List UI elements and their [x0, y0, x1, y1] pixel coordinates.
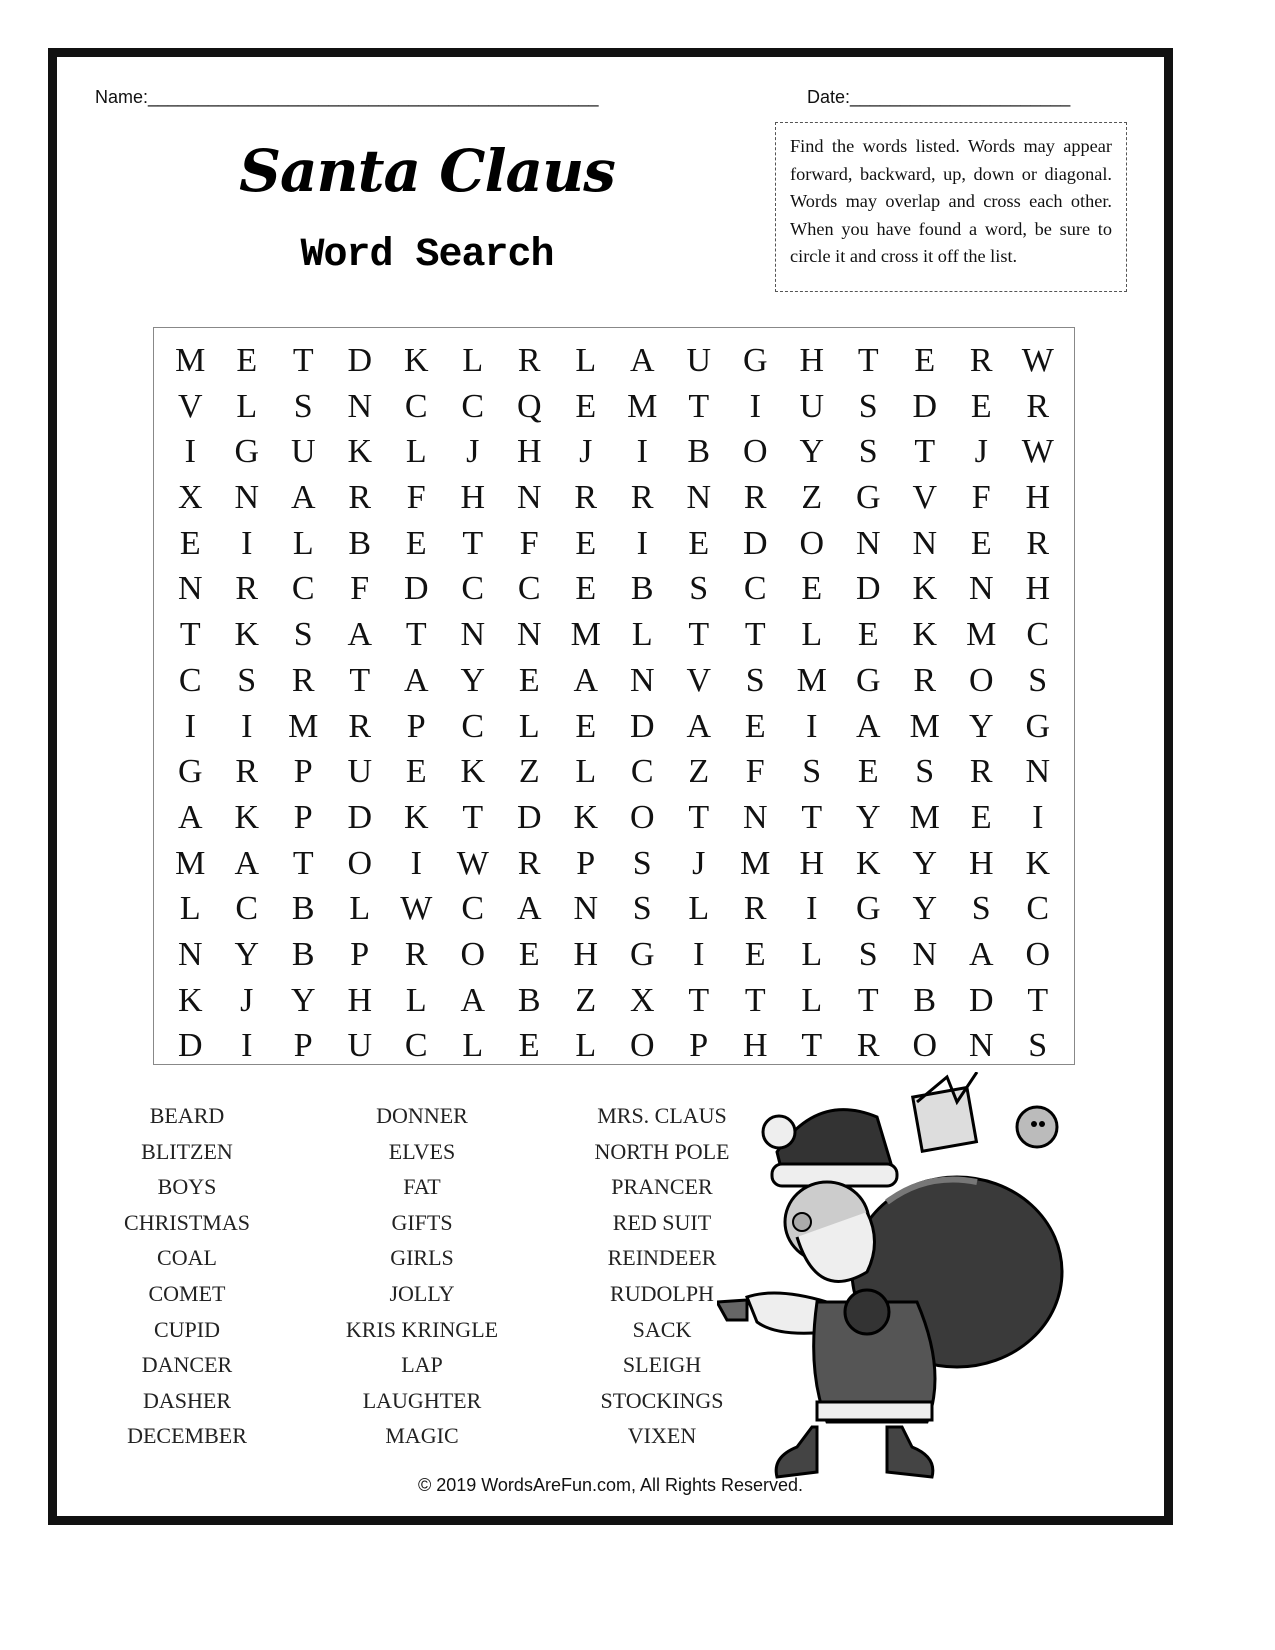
grid-cell[interactable]: R	[348, 479, 372, 517]
grid-cell[interactable]: E	[575, 570, 597, 608]
grid-cell[interactable]: K	[1025, 844, 1051, 882]
grid-cell[interactable]: I	[693, 935, 705, 973]
grid-cell[interactable]: P	[576, 844, 596, 882]
grid-cell[interactable]: E	[914, 342, 936, 379]
instructions-box: Find the words listed. Words may appear forward, backward, up, down or diagonal. Words may overlap and cross each other. When you have found a word, be sure to circle it and cross it off the list.	[775, 122, 1127, 292]
grid-cell[interactable]: M	[175, 844, 206, 882]
grid-cell[interactable]: O	[460, 935, 486, 973]
page-subtitle: Word Search	[300, 233, 554, 278]
grid-cell[interactable]: X	[177, 479, 203, 517]
grid-cell[interactable]: E	[575, 707, 597, 745]
grid-cell[interactable]: A	[516, 890, 542, 928]
grid-cell[interactable]: G	[629, 935, 655, 973]
grid-cell[interactable]: D	[403, 570, 429, 608]
grid-cell[interactable]: N	[516, 616, 542, 654]
grid-cell[interactable]: A	[347, 616, 373, 654]
grid-cell[interactable]: M	[740, 844, 771, 882]
word-list-item: LAUGHTER	[362, 1387, 482, 1413]
grid-cell[interactable]: M	[966, 616, 997, 654]
grid-cell[interactable]: Z	[518, 753, 540, 791]
grid-cell[interactable]: E	[744, 707, 766, 745]
grid-cell[interactable]: K	[403, 342, 429, 379]
grid-cell[interactable]: C	[1026, 616, 1050, 654]
grid-cell[interactable]: S	[858, 935, 878, 973]
grid-cell[interactable]: I	[241, 707, 253, 745]
grid-cell[interactable]: A	[629, 342, 655, 379]
grid-cell[interactable]: X	[629, 981, 655, 1019]
grid-cell[interactable]: E	[857, 753, 879, 791]
grid-cell[interactable]: A	[290, 479, 316, 517]
grid-cell[interactable]: B	[291, 890, 315, 928]
grid-cell[interactable]: L	[575, 342, 597, 379]
grid-cell[interactable]: R	[743, 479, 767, 517]
grid-cell[interactable]: H	[799, 342, 825, 379]
grid-cell[interactable]: L	[631, 616, 653, 654]
grid-cell[interactable]: N	[742, 798, 768, 836]
grid-cell[interactable]: A	[460, 981, 486, 1019]
grid-cell[interactable]: A	[177, 798, 203, 836]
word-list-column-1	[87, 1102, 287, 1458]
grid-cell[interactable]: D	[742, 524, 768, 562]
grid-cell[interactable]: I	[184, 707, 196, 745]
grid-cell[interactable]: K	[460, 753, 486, 791]
grid-cell[interactable]: N	[573, 890, 599, 928]
grid-cell[interactable]: T	[688, 798, 710, 836]
grid-cell[interactable]: S	[858, 387, 878, 425]
grid-cell[interactable]: F	[971, 479, 991, 517]
grid-cell[interactable]: E	[970, 798, 992, 836]
grid-cell[interactable]: U	[686, 342, 712, 379]
grid-cell[interactable]: D	[968, 981, 994, 1019]
word-list-item: RED SUIT	[612, 1209, 712, 1235]
word-list-item: BLITZEN	[141, 1138, 233, 1164]
grid-cell[interactable]: C	[235, 890, 259, 928]
word-list-item: RUDOLPH	[610, 1280, 714, 1306]
grid-cell[interactable]: L	[801, 935, 823, 973]
grid-cell[interactable]: T	[688, 387, 710, 425]
grid-cell[interactable]: S	[237, 661, 257, 699]
grid-cell[interactable]: I	[241, 1027, 253, 1065]
grid-cell[interactable]: O	[968, 661, 994, 699]
grid-cell[interactable]: S	[1028, 661, 1048, 699]
grid-cell[interactable]: J	[579, 433, 593, 471]
word-list-item: KRIS KRINGLE	[345, 1316, 499, 1342]
grid-cell[interactable]: J	[240, 981, 254, 1019]
grid-cell[interactable]: S	[1028, 1027, 1048, 1065]
grid-cell[interactable]: L	[179, 890, 201, 928]
grid-cell[interactable]: T	[405, 616, 427, 654]
grid-cell[interactable]: R	[517, 342, 541, 379]
grid-cell[interactable]: M	[627, 387, 658, 425]
grid-cell[interactable]: H	[968, 844, 994, 882]
grid-cell[interactable]: F	[745, 753, 765, 791]
grid-cell[interactable]: K	[912, 616, 938, 654]
grid-cell[interactable]: L	[801, 616, 823, 654]
grid-cell[interactable]: T	[462, 524, 484, 562]
grid-cell[interactable]: L	[462, 342, 484, 379]
grid-cell[interactable]: A	[968, 935, 994, 973]
word-search-grid	[153, 327, 1075, 1065]
grid-cell[interactable]: I	[806, 707, 818, 745]
grid-cell[interactable]: N	[1025, 753, 1051, 791]
word-list-item: REINDEER	[607, 1245, 717, 1271]
grid-cell[interactable]: Y	[912, 890, 938, 928]
grid-cell[interactable]: B	[687, 433, 711, 471]
grid-cell[interactable]: Z	[575, 981, 597, 1019]
grid-cell[interactable]: D	[912, 387, 938, 425]
grid-cell[interactable]: I	[749, 387, 761, 425]
grid-cell[interactable]: T	[857, 981, 879, 1019]
grid-cell[interactable]: R	[630, 479, 654, 517]
grid-cell[interactable]: Y	[799, 433, 825, 471]
grid-cell[interactable]: C	[461, 707, 485, 745]
grid-cell[interactable]: D	[347, 342, 373, 379]
grid-cell[interactable]: S	[858, 433, 878, 471]
grid-cell[interactable]: C	[630, 753, 654, 791]
grid-cell[interactable]: R	[856, 1027, 880, 1065]
grid-cell[interactable]: H	[799, 844, 825, 882]
grid-cell[interactable]: E	[405, 524, 427, 562]
date-field-label: Date:______________________	[807, 87, 1071, 107]
word-list-item: MRS. CLAUS	[597, 1103, 727, 1128]
grid-cell[interactable]: E	[857, 616, 879, 654]
grid-cell[interactable]: R	[743, 890, 767, 928]
grid-cell[interactable]: A	[234, 844, 260, 882]
word-list-item: GIRLS	[390, 1245, 454, 1271]
grid-cell[interactable]: F	[350, 570, 370, 608]
word-list-item: ELVES	[388, 1138, 456, 1164]
grid-cell[interactable]: E	[236, 342, 258, 379]
grid-cell[interactable]: P	[689, 1027, 709, 1065]
word-list-item: DANCER	[141, 1352, 233, 1378]
grid-cell[interactable]: J	[466, 433, 480, 471]
grid-cell[interactable]: C	[461, 570, 485, 608]
grid-cell[interactable]: C	[1026, 890, 1050, 928]
grid-cell[interactable]: K	[234, 616, 260, 654]
word-list-item: NORTH POLE	[594, 1138, 730, 1164]
page-title: Santa Claus	[239, 137, 615, 205]
grid-cell[interactable]: H	[516, 433, 542, 471]
grid-cell[interactable]: C	[517, 570, 541, 608]
grid-cell[interactable]: L	[462, 1027, 484, 1065]
grid-cell[interactable]: T	[801, 798, 823, 836]
grid-cell[interactable]: R	[235, 570, 259, 608]
grid-cell[interactable]: J	[692, 844, 706, 882]
grid-cell[interactable]: B	[630, 570, 654, 608]
grid-cell[interactable]: A	[855, 707, 881, 745]
grid-cell[interactable]: T	[688, 981, 710, 1019]
grid-cell[interactable]: E	[970, 387, 992, 425]
grid-cell[interactable]: R	[517, 844, 541, 882]
grid-cell[interactable]: O	[1025, 935, 1051, 973]
grid-cell[interactable]: E	[575, 387, 597, 425]
grid-cell[interactable]: N	[516, 479, 542, 517]
grid-cell[interactable]: R	[235, 753, 259, 791]
grid-cell[interactable]: Y	[290, 981, 316, 1019]
word-list-item: COMET	[148, 1280, 226, 1306]
grid-cell[interactable]: U	[799, 387, 825, 425]
grid-cell[interactable]: R	[404, 935, 428, 973]
grid-cell[interactable]: Q	[516, 387, 542, 425]
grid-cell[interactable]: H	[347, 981, 373, 1019]
grid-cell[interactable]: I	[241, 524, 253, 562]
grid-cell[interactable]: M	[909, 798, 940, 836]
word-list-item: DECEMBER	[127, 1423, 247, 1449]
grid-cell[interactable]: L	[405, 433, 427, 471]
grid-cell[interactable]: O	[742, 433, 768, 471]
grid-cell[interactable]: E	[518, 661, 540, 699]
grid-cell[interactable]: D	[516, 798, 542, 836]
grid-cell[interactable]: T	[914, 433, 936, 471]
grid-cell[interactable]: N	[968, 1027, 994, 1065]
grid-cell[interactable]: V	[686, 661, 712, 699]
grid-cell[interactable]: Y	[912, 844, 938, 882]
word-list-item: LAP	[401, 1352, 443, 1378]
grid-cell[interactable]: Z	[688, 753, 710, 791]
grid-cell[interactable]: M	[288, 707, 319, 745]
grid-cell[interactable]: T	[349, 661, 371, 699]
grid-cell[interactable]: E	[575, 524, 597, 562]
grid-cell[interactable]: M	[570, 616, 601, 654]
grid-cell[interactable]: H	[573, 935, 599, 973]
grid-cell[interactable]: P	[350, 935, 370, 973]
grid-cell[interactable]: H	[742, 1027, 768, 1065]
word-list-item: DONNER	[376, 1103, 468, 1128]
grid-cell[interactable]: C	[461, 890, 485, 928]
grid-cell[interactable]: K	[403, 798, 429, 836]
word-list-item: DASHER	[142, 1387, 231, 1413]
grid-cell[interactable]: N	[912, 935, 938, 973]
grid-cell[interactable]: U	[347, 753, 373, 791]
grid-cell[interactable]: N	[177, 935, 203, 973]
grid-cell[interactable]: R	[348, 707, 372, 745]
grid-cell[interactable]: K	[912, 570, 938, 608]
grid-cell[interactable]: M	[796, 661, 827, 699]
grid-cell[interactable]: N	[912, 524, 938, 562]
grid-cell[interactable]: T	[801, 1027, 823, 1065]
grid-cell[interactable]: S	[745, 661, 765, 699]
grid-cell[interactable]: K	[177, 981, 203, 1019]
grid-cell[interactable]: L	[349, 890, 371, 928]
copyright-footer: © 2019 WordsAreFun.com, All Rights Reserved.	[417, 1475, 804, 1495]
grid-cell[interactable]: T	[292, 342, 314, 379]
grid-cell[interactable]: W	[1021, 342, 1054, 379]
grid-cell[interactable]: S	[293, 616, 313, 654]
grid-cell[interactable]: W	[400, 890, 433, 928]
grid-cell[interactable]: E	[744, 935, 766, 973]
grid-cell[interactable]: K	[234, 798, 260, 836]
name-field-label: Name:_____________________________________________	[95, 87, 599, 107]
word-list-item: COAL	[157, 1245, 217, 1271]
grid-cell[interactable]: U	[347, 1027, 373, 1065]
grid-cell[interactable]: R	[574, 479, 598, 517]
grid-cell[interactable]: O	[912, 1027, 938, 1065]
grid-cell[interactable]: L	[405, 981, 427, 1019]
grid-cell[interactable]: A	[573, 661, 599, 699]
grid-cell[interactable]: C	[178, 661, 202, 699]
word-list-item: SACK	[632, 1316, 692, 1342]
grid-cell[interactable]: R	[969, 753, 993, 791]
grid-cell[interactable]: S	[915, 753, 935, 791]
grid-cell[interactable]: G	[234, 433, 260, 471]
grid-cell[interactable]: E	[518, 1027, 540, 1065]
grid-cell[interactable]: T	[857, 342, 879, 379]
grid-cell[interactable]: S	[293, 387, 313, 425]
grid-cell[interactable]: E	[801, 570, 823, 608]
word-list-item: BEARD	[149, 1103, 225, 1128]
grid-cell[interactable]: D	[629, 707, 655, 745]
word-list-item: CUPID	[153, 1316, 220, 1342]
grid-cell[interactable]: P	[293, 798, 313, 836]
grid-cell[interactable]: H	[1025, 570, 1051, 608]
grid-cell[interactable]: K	[855, 844, 881, 882]
grid-cell[interactable]: K	[573, 798, 599, 836]
grid-cell[interactable]: T	[462, 798, 484, 836]
grid-cell[interactable]: Y	[460, 661, 486, 699]
grid-cell[interactable]: R	[913, 661, 937, 699]
grid-cell[interactable]: C	[743, 570, 767, 608]
grid-cell[interactable]: W	[456, 844, 489, 882]
grid-cell[interactable]: B	[913, 981, 937, 1019]
grid-cell[interactable]: T	[744, 981, 766, 1019]
grid-cell[interactable]: N	[968, 570, 994, 608]
grid-cell[interactable]: T	[292, 844, 314, 882]
grid-cell[interactable]: P	[406, 707, 426, 745]
grid-cell[interactable]: W	[1021, 433, 1054, 471]
grid-cell[interactable]: F	[519, 524, 539, 562]
grid-cell[interactable]: G	[855, 890, 881, 928]
grid-cell[interactable]: D	[347, 798, 373, 836]
grid-cell[interactable]: S	[689, 570, 709, 608]
grid-cell[interactable]: G	[1025, 707, 1051, 745]
grid-cell[interactable]: E	[179, 524, 201, 562]
grid-cell[interactable]: V	[177, 387, 203, 425]
grid-cell[interactable]: H	[1025, 479, 1051, 517]
grid-cell[interactable]: L	[236, 387, 258, 425]
grid-cell[interactable]: E	[518, 935, 540, 973]
grid-cell[interactable]: D	[177, 1027, 203, 1065]
grid-cell[interactable]: L	[801, 981, 823, 1019]
grid-cell[interactable]: Z	[801, 479, 823, 517]
grid-cell[interactable]: M	[175, 342, 206, 379]
word-list-item: FAT	[403, 1174, 441, 1200]
grid-cell[interactable]: S	[632, 890, 652, 928]
grid-cell[interactable]: M	[909, 707, 940, 745]
grid-cell[interactable]: B	[291, 935, 315, 973]
grid-cell[interactable]: S	[802, 753, 822, 791]
santa-illustration-icon	[717, 1072, 1077, 1492]
grid-cell[interactable]: L	[518, 707, 540, 745]
grid-cell[interactable]: Y	[855, 798, 881, 836]
word-list-item: VIXEN	[627, 1423, 697, 1449]
grid-cell[interactable]: T	[688, 616, 710, 654]
grid-cell[interactable]: R	[1026, 524, 1050, 562]
word-list-item: GIFTS	[391, 1209, 453, 1235]
grid-cell[interactable]: L	[575, 1027, 597, 1065]
grid-cell[interactable]: P	[293, 1027, 313, 1065]
grid-cell[interactable]: R	[969, 342, 993, 379]
word-list-item: STOCKINGS	[600, 1387, 724, 1413]
grid-cell[interactable]: G	[742, 342, 768, 379]
word-list-item: BOYS	[157, 1174, 217, 1200]
grid-cell[interactable]: L	[292, 524, 314, 562]
grid-cell[interactable]: N	[629, 661, 655, 699]
grid-cell[interactable]: I	[410, 844, 422, 882]
grid-cell[interactable]: Y	[234, 935, 260, 973]
grid-cell[interactable]: I	[636, 524, 648, 562]
grid-cell[interactable]: L	[575, 753, 597, 791]
grid-cell[interactable]: S	[971, 890, 991, 928]
grid-cell[interactable]: C	[404, 1027, 428, 1065]
word-list-item: JOLLY	[389, 1280, 455, 1306]
grid-cell[interactable]: B	[348, 524, 372, 562]
grid-cell[interactable]: F	[406, 479, 426, 517]
word-list-item: CHRISTMAS	[124, 1209, 250, 1235]
grid-cell[interactable]: E	[405, 753, 427, 791]
word-list-item: SLEIGH	[622, 1352, 702, 1378]
grid-cell[interactable]: A	[686, 707, 712, 745]
grid-cell[interactable]: G	[855, 479, 881, 517]
grid-cell[interactable]: C	[404, 387, 428, 425]
grid-cell[interactable]: U	[290, 433, 316, 471]
grid-cell[interactable]: T	[1027, 981, 1049, 1019]
grid-cell[interactable]: R	[1026, 387, 1050, 425]
grid-cell[interactable]: N	[460, 616, 486, 654]
grid-cell[interactable]: H	[460, 479, 486, 517]
grid-cell[interactable]: K	[347, 433, 373, 471]
grid-cell[interactable]: J	[974, 433, 988, 471]
grid-cell[interactable]: N	[177, 570, 203, 608]
grid-cell[interactable]: N	[347, 387, 373, 425]
grid-cell[interactable]: O	[629, 1027, 655, 1065]
grid-cell[interactable]: G	[855, 661, 881, 699]
word-list-column-2	[317, 1102, 527, 1458]
worksheet-frame	[48, 48, 1173, 1525]
grid-cell[interactable]: N	[686, 479, 712, 517]
grid-cell[interactable]: N	[855, 524, 881, 562]
word-list-item: MAGIC	[385, 1423, 459, 1449]
grid-cell[interactable]: O	[799, 524, 825, 562]
grid-cell[interactable]: S	[632, 844, 652, 882]
grid-cell[interactable]: I	[1032, 798, 1044, 836]
grid-cell[interactable]: I	[636, 433, 648, 471]
word-list-item: PRANCER	[611, 1174, 713, 1200]
grid-cell[interactable]: C	[461, 387, 485, 425]
grid-cell[interactable]: I	[806, 890, 818, 928]
grid-cell[interactable]: D	[855, 570, 881, 608]
grid-cell[interactable]: L	[688, 890, 710, 928]
grid-cell[interactable]: O	[347, 844, 373, 882]
grid-cell[interactable]: B	[517, 981, 541, 1019]
grid-cell[interactable]: G	[177, 753, 203, 791]
grid-cell[interactable]: A	[403, 661, 429, 699]
grid-cell[interactable]: T	[744, 616, 766, 654]
grid-cell[interactable]: N	[234, 479, 260, 517]
grid-cell[interactable]: E	[970, 524, 992, 562]
grid-cell[interactable]: R	[291, 661, 315, 699]
grid-cell[interactable]: V	[912, 479, 938, 517]
grid-cell[interactable]: P	[293, 753, 313, 791]
grid-cell[interactable]: E	[688, 524, 710, 562]
grid-cell[interactable]: O	[629, 798, 655, 836]
grid-cell[interactable]: I	[184, 433, 196, 471]
grid-cell[interactable]: T	[179, 616, 201, 654]
grid-cell[interactable]: C	[291, 570, 315, 608]
grid-cell[interactable]: Y	[968, 707, 994, 745]
